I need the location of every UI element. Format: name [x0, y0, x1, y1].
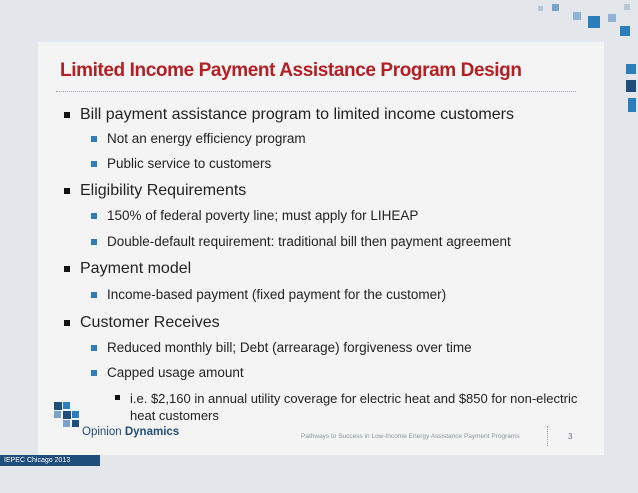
bullet-level1: [64, 182, 246, 200]
bullet-level2: [91, 156, 271, 171]
bullet-text: Capped usage amount: [107, 365, 244, 380]
logo-wordmark: [82, 426, 179, 438]
bullet-text: Bill payment assistance program to limited income customers: [80, 106, 514, 123]
bullet-square-icon: [64, 266, 70, 272]
bullet-square-icon: [91, 370, 97, 376]
bullet-level1: [64, 106, 514, 124]
slide-title: Limited Income Payment Assistance Program Design: [60, 60, 522, 81]
page-number: 3: [568, 432, 573, 441]
corner-decoration: [538, 0, 638, 130]
footer-divider: [547, 426, 548, 446]
presentation-title: Pathways to Success in Low-Income Energy Assistance Payment Programs: [301, 433, 520, 440]
bullet-level2: [91, 234, 511, 249]
bullet-text: Double-default requirement: traditional bill then payment agreement: [107, 234, 511, 249]
bullet-square-icon: [91, 136, 97, 142]
title-divider: [56, 91, 576, 92]
bullet-level2: [91, 131, 306, 146]
bullet-level1: [64, 314, 220, 332]
bullet-text: i.e. $2,160 in annual utility coverage for electric heat and $850 for non-electric heat customers: [130, 391, 578, 423]
bullet-square-icon: [64, 112, 70, 118]
bullet-text: Customer Receives: [80, 314, 220, 331]
bullet-level3: [115, 390, 585, 424]
bullet-square-icon: [91, 292, 97, 298]
bullet-text: Not an energy efficiency program: [107, 131, 306, 146]
bullet-level2: [91, 208, 418, 223]
bullet-text: Payment model: [80, 260, 192, 277]
conference-label: IEPEC Chicago 2013: [4, 457, 71, 464]
bullet-level2: [91, 287, 446, 302]
bullet-square-icon: [91, 213, 97, 219]
bullet-level2: [91, 340, 472, 355]
bullet-text: Reduced monthly bill; Debt (arrearage) forgiveness over time: [107, 340, 472, 355]
bullet-square-icon: [91, 345, 97, 351]
logo-word-dynamics: Dynamics: [124, 426, 180, 438]
bullet-square-icon: [115, 395, 120, 400]
bullet-text: Eligibility Requirements: [80, 182, 247, 199]
bullet-square-icon: [91, 239, 97, 245]
bullet-square-icon: [91, 161, 97, 167]
bullet-square-icon: [64, 320, 70, 326]
bullet-level2: [91, 365, 244, 380]
opinion-dynamics-logo-icon: [54, 402, 80, 428]
bullet-square-icon: [64, 188, 70, 194]
bullet-text: 150% of federal poverty line; must apply for LIHEAP: [107, 208, 419, 223]
bullet-level1: [64, 260, 191, 278]
logo-word-opinion: Opinion: [82, 426, 122, 438]
bullet-text: Public service to customers: [107, 156, 272, 171]
bullet-text: Income-based payment (fixed payment for the customer): [107, 287, 447, 302]
